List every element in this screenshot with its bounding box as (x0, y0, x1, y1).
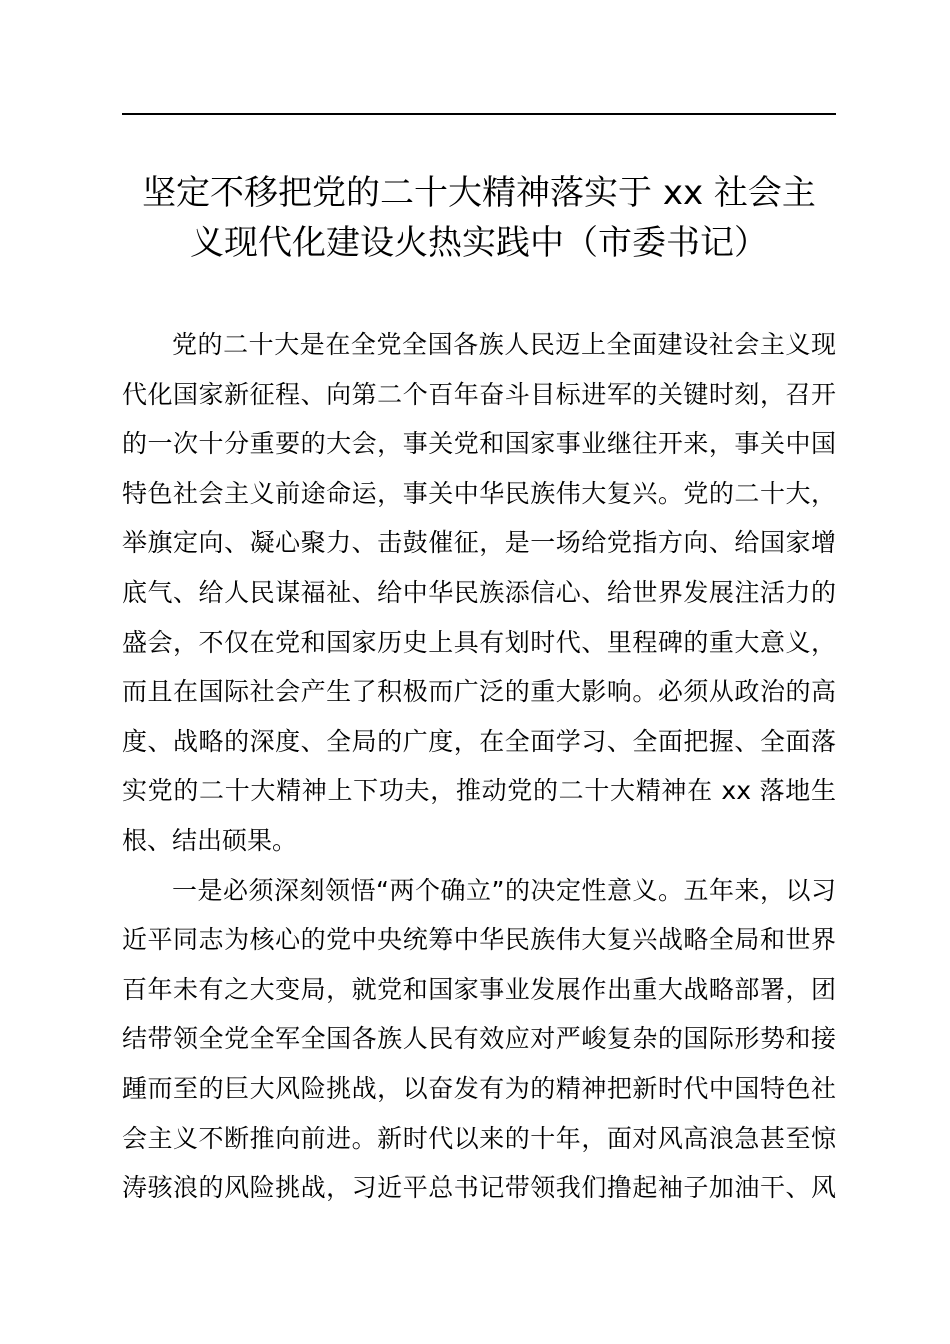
paragraph-line: 结带领全党全军全国各族人民有效应对严峻复杂的国际形势和接 (122, 1024, 836, 1054)
paragraph-line: 会主义不断推向前进。新时代以来的十年，面对风高浪急甚至惊 (122, 1123, 836, 1153)
paragraph-1 (122, 320, 836, 866)
paragraph-line: 的一次十分重要的大会，事关党和国家事业继往开来，事关中国 (122, 429, 836, 459)
paragraph-line: 踵而至的巨大风险挑战，以奋发有为的精神把新时代中国特色社 (122, 1073, 836, 1103)
title-line-2: 义现代化建设火热实践中（市委书记） (190, 223, 768, 263)
paragraph-line: 一是必须深刻领悟“两个确立”的决定性意义。五年来，以习 (172, 875, 836, 905)
paragraph-line: 近平同志为核心的党中央统筹中华民族伟大复兴战略全局和世界 (122, 925, 836, 955)
paragraph-line: 根、结出硕果。 (122, 825, 298, 855)
document-body (122, 320, 836, 1213)
paragraph-line: 度、战略的深度、全局的广度，在全面学习、全面把握、全面落 (122, 726, 836, 756)
document-title (122, 168, 836, 268)
paragraph-line: 举旗定向、凝心聚力、击鼓催征，是一场给党指方向、给国家增 (122, 528, 836, 558)
paragraph-line: 特色社会主义前途命运，事关中华民族伟大复兴。党的二十大， (122, 478, 836, 508)
paragraph-line: 党的二十大是在全党全国各族人民迈上全面建设社会主义现 (172, 330, 836, 359)
header-rule (122, 113, 836, 115)
paragraph-line: 实党的二十大精神上下功夫，推动党的二十大精神在 xx 落地生 (122, 776, 836, 806)
paragraph-line: 而且在国际社会产生了积极而广泛的重大影响。必须从政治的高 (122, 677, 836, 707)
paragraph-line: 底气、给人民谋福祉、给中华民族添信心、给世界发展注活力的 (122, 577, 836, 607)
paragraph-line: 代化国家新征程、向第二个百年奋斗目标进军的关键时刻，召开 (122, 379, 836, 409)
paragraph-line: 涛骇浪的风险挑战，习近平总书记带领我们撸起袖子加油干、风 (122, 1173, 836, 1203)
paragraph-line: 盛会，不仅在党和国家历史上具有划时代、里程碑的重大意义， (122, 627, 836, 657)
title-line-1: 坚定不移把党的二十大精神落实于 xx 社会主 (142, 173, 816, 213)
paragraph-line: 百年未有之大变局，就党和国家事业发展作出重大战略部署，团 (122, 974, 836, 1004)
paragraph-2 (122, 866, 836, 1213)
